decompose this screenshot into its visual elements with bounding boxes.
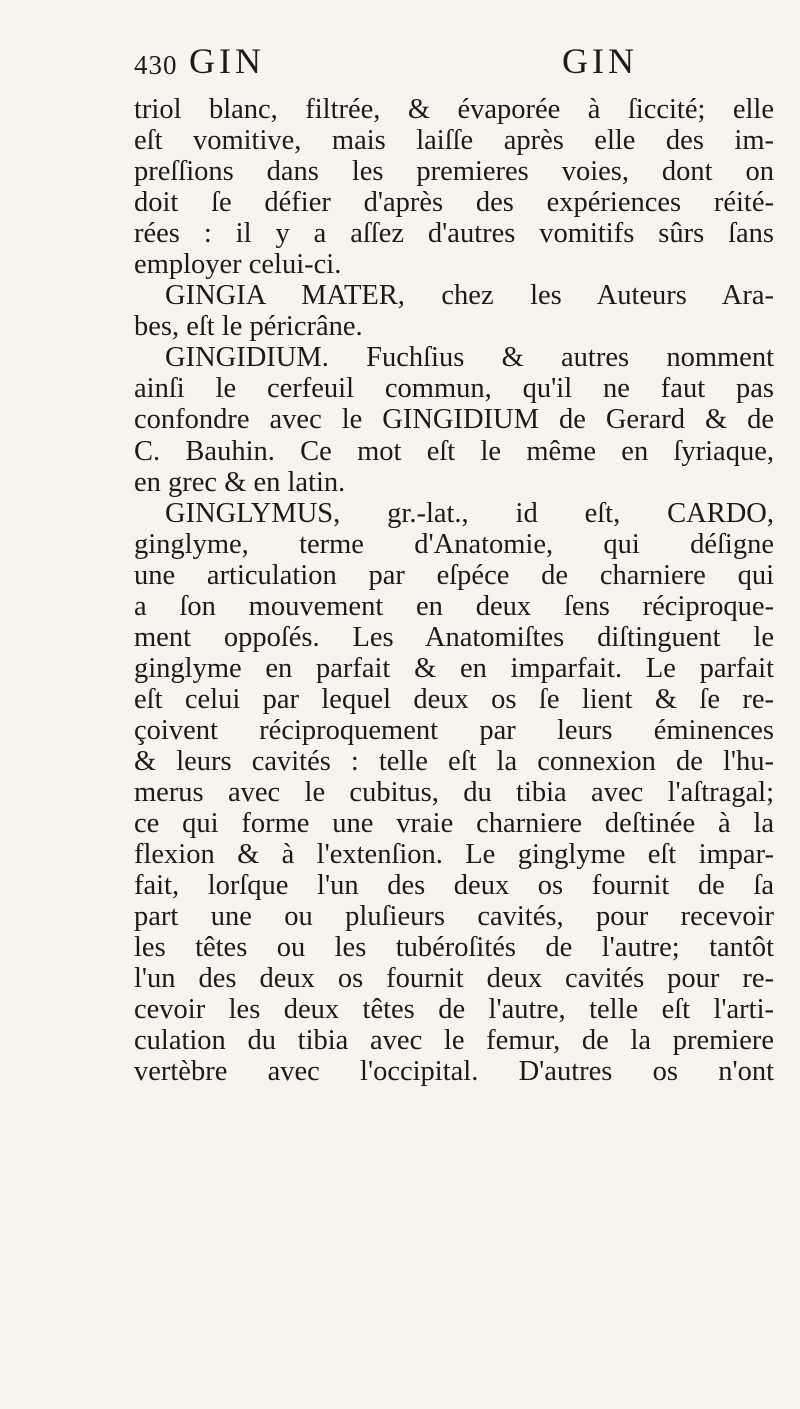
text-line: eſt vomitive, mais laiſſe après elle des im-: [134, 125, 774, 157]
text-line: l'un des deux os fournit deux cavités pour re-: [134, 963, 774, 995]
text-line: fait, lorſque l'un des deux os fournit de ſa: [134, 870, 774, 902]
text-line: les têtes ou les tubéroſités de l'autre; tantôt: [134, 932, 774, 964]
page-header: [134, 38, 774, 90]
body-text: [134, 94, 774, 1088]
text-line: preſſions dans les premieres voies, dont on: [134, 156, 774, 188]
running-head-left: GIN: [189, 41, 265, 81]
text-line: çoivent réciproquement par leurs éminences: [134, 714, 774, 746]
text-line: confondre avec le GINGIDIUM de Gerard & de: [134, 404, 774, 436]
entry-heading-line: GINGLYMUS, gr.-lat., id eſt, CARDO,: [165, 497, 774, 529]
page-number: 430: [134, 50, 178, 80]
entry-heading-line: GINGIDIUM. Fuchſius & autres nomment: [165, 342, 774, 374]
text-line: bes, eſt le péricrâne.: [134, 311, 363, 343]
text-line: doit ſe défier d'après des expériences réité-: [134, 187, 774, 219]
text-line: ment oppoſés. Les Anatomiſtes diſtinguent le: [134, 621, 774, 653]
text-line: C. Bauhin. Ce mot eſt le même en ſyriaque,: [134, 435, 774, 467]
text-line: en grec & en latin.: [134, 466, 346, 498]
text-line: ainſi le cerfeuil commun, qu'il ne faut pas: [134, 373, 774, 405]
text-line: ginglyme, terme d'Anatomie, qui déſigne: [134, 528, 774, 560]
text-line: merus avec le cubitus, du tibia avec l'aſtragal;: [134, 777, 774, 809]
text-line: eſt celui par lequel deux os ſe lient & ſe re-: [134, 683, 774, 715]
text-line: cevoir les deux têtes de l'autre, telle eſt l'arti-: [134, 994, 774, 1026]
text-line: une articulation par eſpéce de charniere qui: [134, 559, 774, 591]
text-line: flexion & à l'extenſion. Le ginglyme eſt impar-: [134, 839, 774, 871]
text-line: a ſon mouvement en deux ſens réciproque-: [134, 590, 774, 622]
text-line: culation du tibia avec le femur, de la premiere: [134, 1025, 774, 1057]
running-head-right: GIN: [562, 41, 638, 81]
text-line: & leurs cavités : telle eſt la connexion de l'hu-: [134, 745, 774, 777]
text-line: vertèbre avec l'occipital. D'autres os n'ont: [134, 1056, 774, 1088]
entry-heading-line: GINGIA MATER, chez les Auteurs Ara-: [165, 280, 774, 312]
text-line: triol blanc, filtrée, & évaporée à ſiccité; elle: [134, 94, 774, 125]
text-line: part une ou pluſieurs cavités, pour recevoir: [134, 901, 774, 933]
text-line: ginglyme en parfait & en imparfait. Le parfait: [134, 652, 774, 684]
text-line: employer celui-ci.: [134, 249, 342, 281]
text-line: ce qui forme une vraie charniere deſtinée à la: [134, 808, 774, 840]
text-line: rées : il y a aſſez d'autres vomitifs sûrs ſans: [134, 218, 774, 250]
